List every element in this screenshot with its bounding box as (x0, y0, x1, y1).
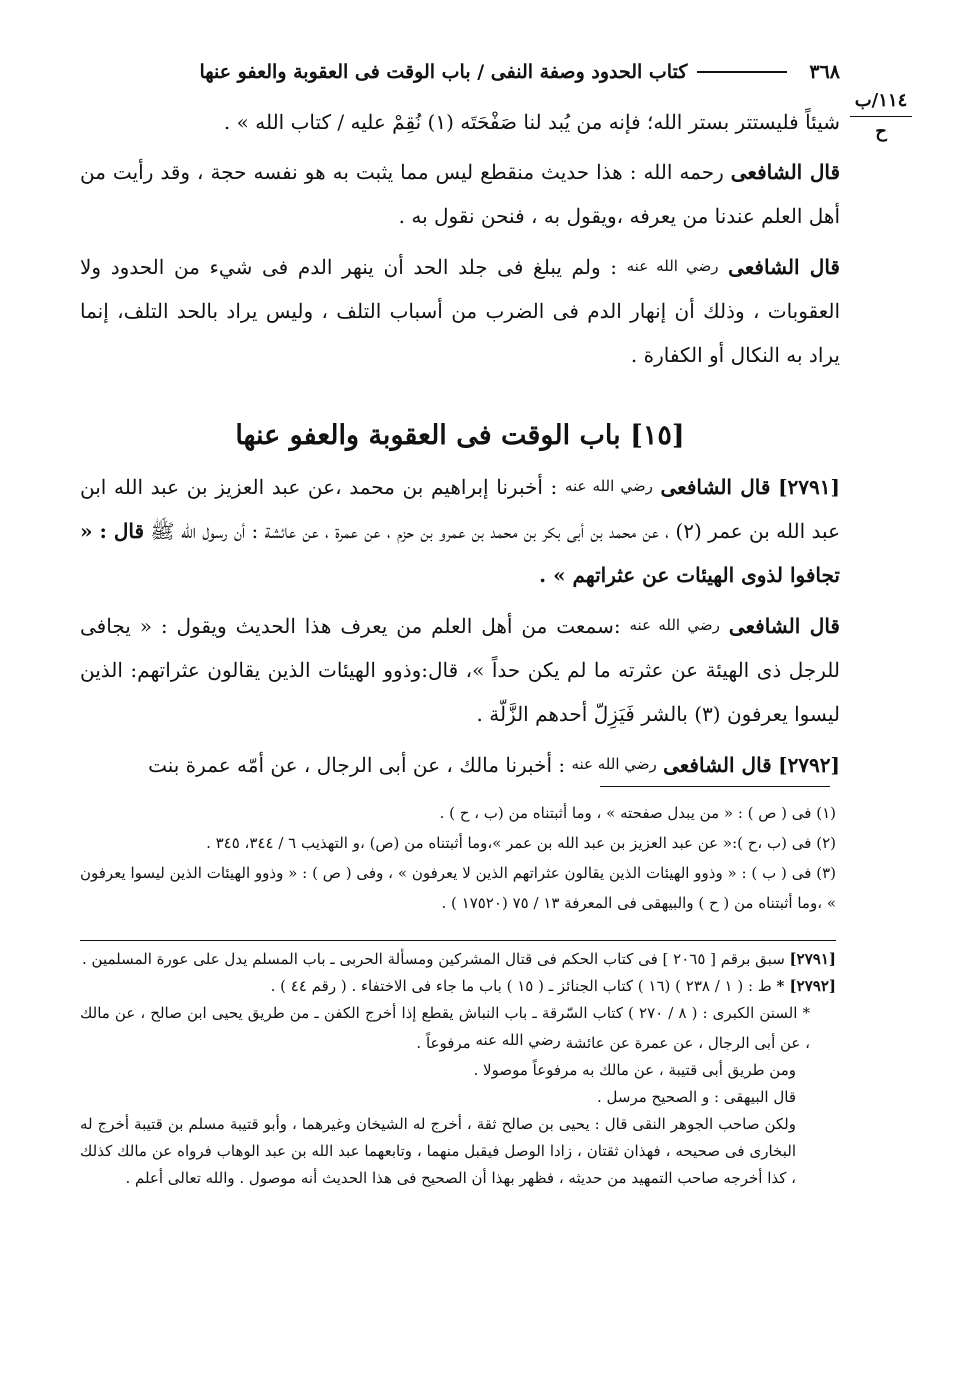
paragraph-3-text: : ولم يبلغ فى جلد الحد أن ينهر الدم فى شيء من الحدود ولا العقوبات ، وذلك أن إنهار الدم فى الضرب من أسباب التلف ، وليس يراد بالحد التلف، إنما يراد به النكال أو الكفارة . (80, 255, 840, 367)
margin-manuscript-ref (850, 88, 912, 145)
hadith-2792-text: : أخبرنا مالك ، عن أبى الرجال ، عن أمّه عمرة بنت (148, 753, 566, 777)
running-header (70, 56, 840, 88)
hadith-2791-text-b: قال : « تجافوا لذوى الهيئات عن عثراتهم » . (80, 519, 840, 587)
chapter-heading: [١٥] باب الوقت فى العقوبة والعفو عنها (235, 420, 685, 451)
sources-rule (80, 940, 836, 941)
hadith-2791 (80, 464, 840, 597)
source-ref: [٢٧٩١] (789, 950, 836, 968)
honorific-glyph: رضي الله عنه (626, 257, 719, 275)
footnotes (80, 798, 836, 918)
footnote-2: (٢) فى (ب ،ح ):« عن عبد العزيز بن عبد الله بن عمر »،وما أثبتناه من (ص) ،و التهذيب ٦ / ٣٤٤، ٣٤٥ . (206, 834, 836, 852)
honorific-glyph: رضي الله عنه (564, 477, 653, 495)
source-text: * السنن الكبرى : ( ٨ / ٢٧٠ ) كتاب السّرقة ـ باب النباش يقطع إذا أخرج الكفن ـ من طريق يحيى ابن صالح ، عن مالك ، عن أبى الرجال ، عن عمرة عن عائشة (80, 1004, 811, 1052)
source-note-commentary: ولكن صاحب الجوهر النقى قال : يحيى بن صالح ثقة ، أخرج له الشيخان وغيرهما ، وأبو قتيبة مسلم بن قتيبة أخرج له البخارى فى صحيحه ، فهذان ثقتان ، زادا الوصل فيقبل منهما ، وتابعهما عبد الله بن عبد الوهاب فرواه عن مالك كذلك ، كذا أخرجه صاحب التمهيد من حديثه ، فظهر بهذا أن الصحيح فى هذا الحديث أنه موصول . والله تعالى أعلم . (80, 1115, 796, 1187)
source-note-2792 (80, 973, 836, 1000)
running-title: كتاب الحدود وصفة النفى / باب الوقت فى العقوبة والعفو عنها (199, 61, 688, 83)
speaker-label: قال الشافعى (728, 255, 840, 279)
footnote-rule (600, 786, 830, 787)
main-text-top (80, 100, 840, 377)
paragraph-2-text: رحمه الله : هذا حديث منقطع ليس مما يثبت به هو نفسه حجة ، وقد رأيت من أهل العلم عندنا من يعرفه ،ويقول به ، فنحن نقول به . (80, 160, 840, 228)
source-text: مرفوعاً . (416, 1034, 471, 1052)
paragraph-4-text: :سمعت من أهل العلم من يعرف هذا الحديث ويقول : « يجافى للرجل ذى الهيئة عن عثرته ما لم يكن حداً »، قال:وذوو الهيئات الذين يقالون عثراتهم: الذين ليسوا يعرفون (٣) بالشر فَيَزِلّ أحدهم الزَّلّة . (80, 614, 840, 726)
main-text-chapter (80, 464, 840, 787)
prophet-honorific-glyph: ﷺ (150, 519, 175, 543)
header-rule (697, 71, 787, 73)
paragraph-1: شيئاً فليستتر بستر الله؛ فإنه من يُبد لنا صَفْحَتَه (١) نُقِمْ عليه / كتاب الله » . (223, 110, 840, 134)
honorific-glyph: رضي الله عنه (571, 755, 657, 773)
speaker-label: قال الشافعى (660, 475, 771, 499)
hadith-number: [٢٧٩١] (778, 475, 840, 499)
source-ref: [٢٧٩٢] * (776, 977, 836, 995)
paragraph-2 (80, 150, 840, 238)
honorific-glyph: رضي الله عنه (629, 616, 720, 634)
hadith-2791-text-a: : أخبرنا إبراهيم بن محمد ،عن عبد العزيز بن عبد الله ابن عبد الله بن عمر (٢) ، عن محمد بن أبى بكر بن محمد بن عمرو بن حزم ، عن عمرة ، عن عائشة : أن رسول الله (80, 475, 841, 543)
source-notes (80, 946, 836, 1192)
source-text: ط : ( ١ / ٢٣٨ ) (١٦ ) كتاب الجنائز ـ ( ١٥ ) باب ما جاء فى الاختفاء . ( رقم ٤٤ ) . (270, 977, 772, 995)
paragraph-4 (80, 603, 840, 736)
speaker-label: قال الشافعى (730, 160, 840, 184)
honorific-glyph: رضي الله عنه (475, 1031, 561, 1049)
source-note-2791 (80, 946, 836, 973)
speaker-label: قال الشافعى (728, 614, 840, 638)
speaker-label: قال الشافعى (663, 753, 772, 777)
margin-ref-siglum: ح (875, 121, 887, 142)
hadith-2792 (80, 742, 840, 787)
margin-ref-rule (850, 116, 912, 117)
footnote-1: (١) فى ( ص ) : « من يبدل صفحته » ، وما أثبتناه من (ب ، ح ) . (439, 804, 836, 822)
source-text: سبق برقم [ ٢٠٦٥ ] فى كتاب الحكم فى قتال المشركين ومسألة الحربى ـ باب المسلم يدل على عورة المسلمين . (82, 950, 785, 968)
page-number: ٣٦٨ (809, 61, 840, 83)
source-note-sunan (80, 1000, 836, 1057)
source-note-line: ومن طريق أبى قتيبة ، عن مالك به مرفوعاً موصولا . (473, 1061, 796, 1079)
paragraph-3 (80, 244, 840, 377)
footnote-3: (٣) فى ( ب ) : « وذوو الهيئات الذين يقالون عثراتهم الذين لا يعرفون » ، وفى ( ص ) : « وذوو الهيئات الذين ليسوا يعرفون » ،وما أثبتناه من ( ح ) والبيهقى فى المعرفة ١٣ / ٧٥ (١٧٥٢٠ ) . (80, 864, 836, 912)
margin-ref-folio: ١١٤/ب (854, 90, 908, 111)
hadith-number: [٢٧٩٢] (778, 753, 840, 777)
source-note-line: قال البيهقى : و الصحيح مرسل . (597, 1088, 796, 1106)
